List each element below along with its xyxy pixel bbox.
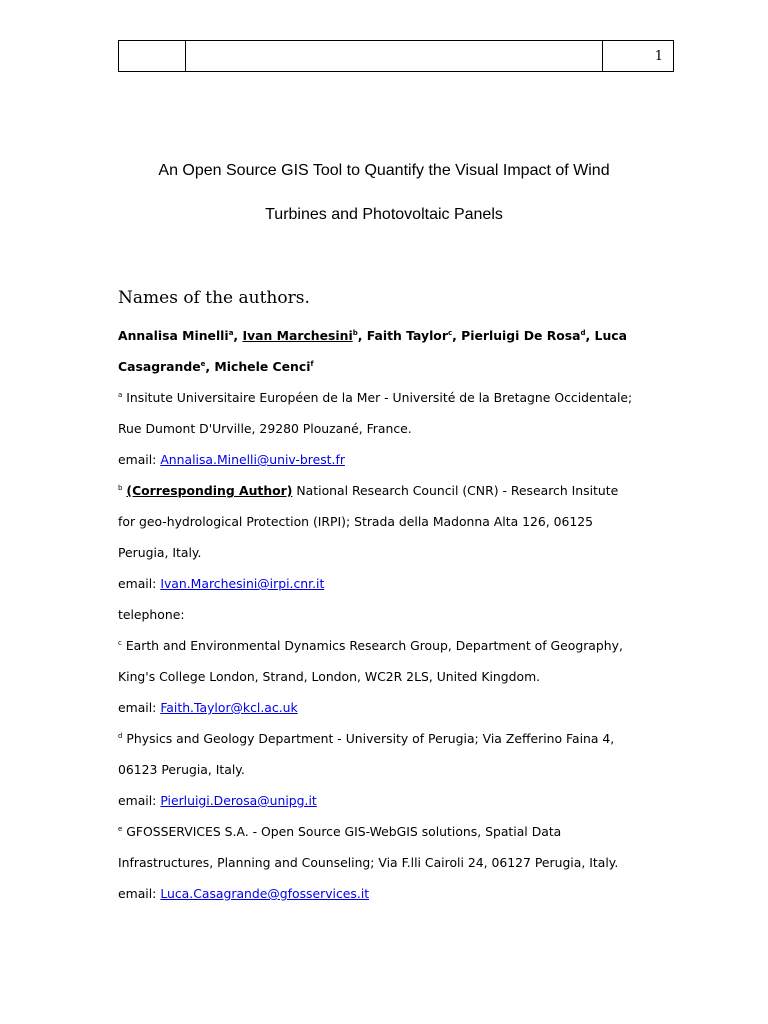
affiliation-text: Insitute Universitaire Européen de la Mer - Université de la Bretagne Occidentale; (126, 390, 633, 405)
author-affiliation-mark: b (352, 328, 358, 337)
affiliation-text: Physics and Geology Department - University of Perugia; Via Zefferino Faina 4, (126, 731, 615, 746)
author-name: Faith Taylor (366, 328, 448, 343)
paper-title-line-2: Turbines and Photovoltaic Panels (265, 206, 503, 223)
affiliation-text: Earth and Environmental Dynamics Research Group, Department of Geography, (125, 638, 623, 653)
section-heading: Names of the authors. (118, 288, 310, 308)
author-affiliation-mark: f (310, 359, 314, 368)
affiliation-d-line-2: 06123 Perugia, Italy. (118, 762, 245, 777)
author-affiliation-mark: c (447, 328, 453, 337)
email-link[interactable]: Faith.Taylor@kcl.ac.uk (160, 700, 298, 715)
corresponding-author-label: (Corresponding Author) (126, 483, 293, 498)
header-cell-left (119, 41, 186, 72)
affiliation-d-email (118, 791, 678, 811)
email-link[interactable]: Annalisa.Minelli@univ-brest.fr (160, 452, 345, 467)
affiliation-e-line-1 (118, 822, 678, 842)
paper-title-line-1: An Open Source GIS Tool to Quantify the Visual Impact of Wind (158, 162, 610, 179)
affiliation-e-line-2: Infrastructures, Planning and Counseling; Via F.lli Cairoli 24, 06127 Perugia, Italy. (118, 855, 619, 870)
affiliation-b-line-2: for geo-hydrological Protection (IRPI); Strada della Madonna Alta 126, 06125 (118, 514, 594, 529)
affiliation-mark: c (118, 638, 122, 647)
author-name: Pierluigi De Rosa (461, 328, 581, 343)
email-label: email: (118, 576, 157, 591)
author-affiliation-mark: d (580, 328, 586, 337)
author-name: Annalisa Minelli (118, 328, 229, 343)
affiliation-d-line-1 (118, 729, 678, 749)
affiliation-b-line-3: Perugia, Italy. (118, 545, 202, 560)
affiliation-mark: b (118, 483, 123, 492)
affiliation-b-line-1 (118, 481, 678, 501)
affiliation-c-line-1 (118, 636, 678, 656)
affiliation-c-line-2: King's College London, Strand, London, WC2R 2LS, United Kingdom. (118, 669, 541, 684)
affiliation-e-email (118, 884, 678, 904)
affiliation-mark: d (118, 731, 123, 740)
page-header-table (118, 40, 674, 72)
affiliation-b-telephone: telephone: (118, 607, 185, 622)
affiliation-b-email (118, 574, 678, 594)
header-cell-middle (186, 41, 603, 72)
author-affiliation-mark: e (200, 359, 206, 368)
author-list: Annalisa Minelli$^a$, Ivan Marchesini$^b$, Faith Taylor$^c$, Pierluigi De Rosa$^d$, Luca (118, 328, 627, 343)
email-label: email: (118, 793, 157, 808)
author-name: Michele Cenci (214, 359, 311, 374)
author-list-continued: Casagrande$^e$, Michele Cenci$^f$ (118, 359, 314, 374)
email-link[interactable]: Pierluigi.Derosa@unipg.it (160, 793, 317, 808)
author-name-corresponding: Ivan Marchesini (242, 328, 353, 343)
page-number: 1 (603, 41, 674, 72)
email-label: email: (118, 700, 157, 715)
email-link[interactable]: Luca.Casagrande@gfosservices.it (160, 886, 370, 901)
affiliation-mark: a (118, 390, 123, 399)
affiliation-mark: e (118, 824, 123, 833)
affiliation-c-email (118, 698, 678, 718)
affiliation-a-line-2: Rue Dumont D'Urville, 29280 Plouzané, France. (118, 421, 412, 436)
affiliation-text: National Research Council (CNR) - Research Insitute (296, 483, 619, 498)
email-label: email: (118, 886, 157, 901)
affiliation-a-email (118, 450, 678, 470)
email-label: email: (118, 452, 157, 467)
affiliation-text: GFOSSERVICES S.A. - Open Source GIS-WebGIS solutions, Spatial Data (126, 824, 562, 839)
author-affiliation-mark: a (228, 328, 234, 337)
email-link[interactable]: Ivan.Marchesini@irpi.cnr.it (160, 576, 325, 591)
affiliation-a-line-1 (118, 388, 678, 408)
